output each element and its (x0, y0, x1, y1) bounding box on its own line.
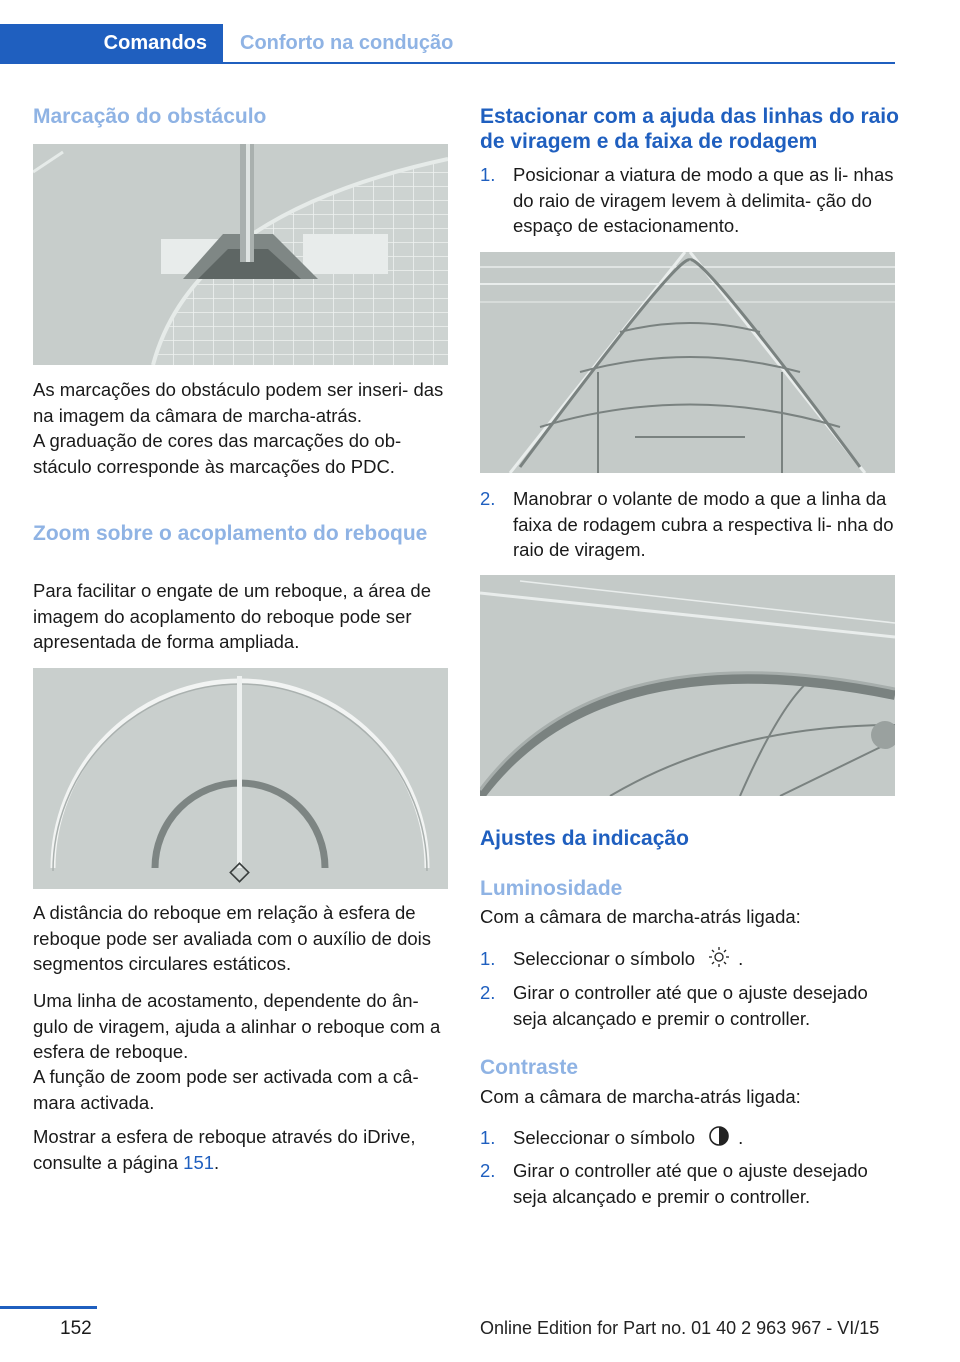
paragraph-zoom-4: A função de zoom pode ser activada com a câ- mara activada. (33, 1066, 419, 1113)
page-number: 152 (60, 1318, 92, 1339)
paragraph-brightness: Com a câmara de marcha-atrás ligada: (480, 906, 801, 927)
brightness-step-2-text: Girar o controller até que o ajuste desejado seja alcançado e premir o controller. (513, 982, 868, 1029)
tab-conforto[interactable]: Conforto na condução (240, 32, 454, 54)
heading-contrast: Contraste (480, 1056, 579, 1079)
heading-brightness: Luminosidade (480, 877, 623, 900)
contrast-step-1 (480, 1125, 895, 1151)
paragraph-zoom-5-text: Mostrar a esfera de reboque através do iDrive, consulte a página (33, 1126, 416, 1173)
contrast-step-1-text (513, 1125, 898, 1154)
brightness-step-1-text (513, 946, 898, 975)
paragraph-zoom-5 (33, 1124, 448, 1175)
contrast-step-1-label: Seleccionar o símbolo (513, 1127, 696, 1149)
heading-obstacle-marking: Marcação do obstáculo (33, 105, 267, 128)
brightness-step-2 (480, 980, 895, 1032)
figure-obstacle-marking (33, 144, 448, 365)
paragraph-zoom-3: Uma linha de acostamento, dependente do ân- gulo de viragem, ajuda a alinhar o reboque com a esfera de reboque. (33, 990, 441, 1062)
brightness-step-1 (480, 946, 895, 972)
step-2-text: Manobrar o volante de modo a que a linha da faixa de rodagem cubra a respectiva li- nha do raio de viragem. (513, 488, 894, 560)
heading-zoom-coupling: Zoom sobre o acoplamento do reboque (33, 522, 428, 545)
step-2-number: 2. (480, 488, 496, 509)
paragraph-zoom-2: A distância do reboque em relação à esfera de reboque pode ser avaliada com o auxílio de dois segmentos circulares estáticos. (33, 902, 432, 974)
figure-turning-radius (480, 252, 895, 473)
step-1-text: Posicionar a viatura de modo a que as li- nhas do raio de viragem levem à delimita- ção do espaço de estacionamento. (513, 164, 894, 236)
brightness-icon[interactable] (708, 946, 730, 975)
contrast-step-1-end: . (738, 1127, 744, 1149)
contrast-step-2 (480, 1158, 895, 1210)
brightness-step-2-number: 2. (480, 982, 496, 1003)
paragraph-contrast: Com a câmara de marcha-atrás ligada: (480, 1086, 801, 1107)
brightness-step-1-label: Seleccionar o símbolo (513, 948, 696, 970)
paragraph-zoom-1: Para facilitar o engate de um reboque, a área de imagem do acoplamento do reboque pode ser apresentada de forma ampliada. (33, 580, 432, 652)
page-link-151[interactable]: 151 (183, 1151, 215, 1173)
brightness-step-1-number: 1. (480, 948, 496, 969)
step-1 (480, 162, 895, 242)
figure-lane-line (480, 575, 895, 796)
figure-tow-coupling (33, 668, 448, 889)
paragraph-obstacle-2: A graduação de cores das marcações do ob- stáculo corresponde às marcações do PDC. (33, 430, 402, 477)
step-2 (480, 486, 895, 566)
tab-comandos[interactable]: Comandos (0, 24, 223, 62)
contrast-step-2-text: Girar o controller até que o ajuste desejado seja alcançado e premir o controller. (513, 1160, 868, 1207)
step-1-number: 1. (480, 164, 496, 185)
paragraph-zoom-5-end: . (214, 1151, 220, 1173)
contrast-step-1-number: 1. (480, 1127, 496, 1148)
header-bar (0, 24, 895, 64)
footer-rule (0, 1306, 97, 1309)
heading-display-settings: Ajustes da indicação (480, 827, 689, 850)
paragraph-obstacle-1: As marcações do obstáculo podem ser inseri- das na imagem da câmara de marcha-atrás. (33, 379, 444, 426)
footer-edition: Online Edition for Part no. 01 40 2 963 967 - VI/15 (480, 1318, 880, 1338)
contrast-step-2-number: 2. (480, 1160, 496, 1181)
heading-parking-lines: Estacionar com a ajuda das linhas do raio de viragem e da faixa de rodagem (480, 105, 899, 153)
contrast-icon[interactable] (708, 1125, 730, 1154)
brightness-step-1-end: . (738, 948, 744, 970)
